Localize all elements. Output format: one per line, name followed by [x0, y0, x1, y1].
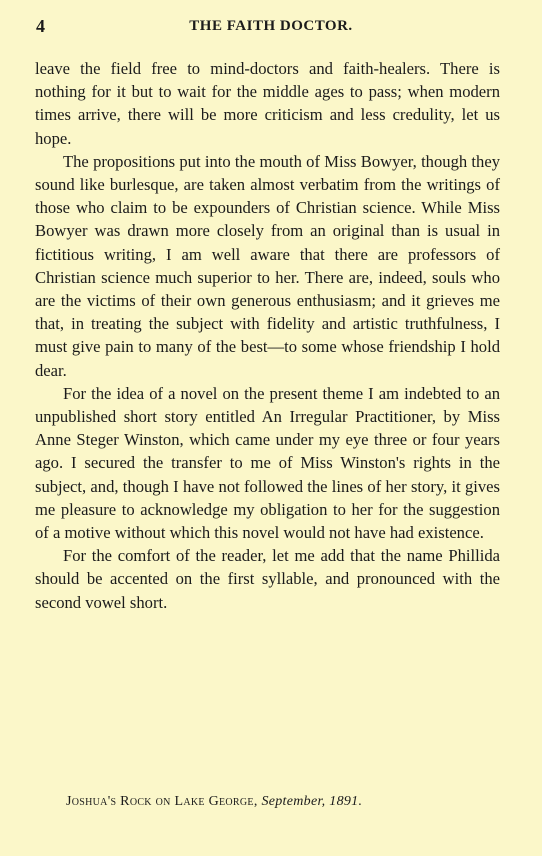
signature-place: Joshua's Rock on Lake George,	[66, 794, 258, 809]
running-title: THE FAITH DOCTOR.	[189, 18, 353, 34]
paragraph-2: The propositions put into the mouth of Miss Bowyer, though they sound like burlesque, are taken almost verbatim from the writings of those who claim to be expounders of Christian science. While Miss Bowyer was drawn more closely from an original than is usual in fictitious writing, I am well aware that there are professors of Christian science much superior to her. There are, indeed, souls who are the victims of their own generous enthusiasm; and it grieves me that, in treating the subject with fidelity and artistic truthfulness, I must give pain to many of the best—to some whose friendship I hold dear.	[35, 151, 500, 380]
body-text	[35, 57, 500, 614]
paragraph-3: For the idea of a novel on the present theme I am indebted to an unpublished short story entitled An Irregular Practitioner, by Miss Anne Steger Winston, which came under my eye three or four years ago. I secured the transfer to me of Miss Winston's rights in the subject, and, though I have not followed the lines of her story, it gives me pleasure to acknowledge my obligation to her for the suggestion of a motive without which this novel would not have had existence.	[35, 383, 500, 543]
page-header	[36, 16, 506, 40]
signature-date: September, 1891.	[261, 794, 363, 809]
paragraph-4: For the comfort of the reader, let me add that the name Phillida should be accented on the first syllable, and pronounced with the second vowel short.	[35, 546, 500, 612]
signature-line	[66, 794, 362, 810]
paragraph-1: leave the field free to mind-doctors and faith-healers. There is nothing for it but to wait for the middle ages to pass; when modern times arrive, there will be more criticism and less credulity, let us hope.	[35, 59, 500, 148]
page-number: 4	[36, 16, 45, 36]
